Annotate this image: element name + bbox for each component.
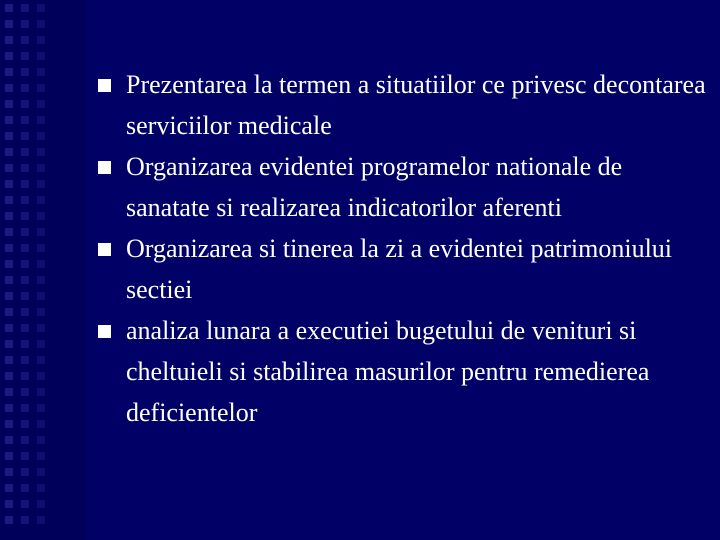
decorative-square [5,372,13,380]
decorative-square [5,436,13,444]
bullet-text: Organizarea si tinerea la zi a evidentei patrimoniului sectiei [126,234,673,304]
decorative-square [21,244,29,252]
decorative-square [5,292,13,300]
slide-content [88,64,708,433]
decorative-square [21,468,29,476]
decorative-square [21,404,29,412]
decorative-square [37,500,45,508]
decorative-square [21,164,29,172]
decorative-square [5,404,13,412]
decorative-square [5,116,13,124]
decorative-square [37,484,45,492]
decorative-square [21,36,29,44]
bullet-list [88,64,708,433]
square-bullet-icon [98,161,111,174]
decorative-square [5,356,13,364]
decorative-square [37,84,45,92]
decorative-square [5,420,13,428]
decorative-square [21,212,29,220]
decorative-square [21,356,29,364]
decorative-square-column [5,4,13,532]
decorative-square [37,132,45,140]
decorative-square [5,500,13,508]
decorative-square [37,36,45,44]
decorative-square [5,340,13,348]
decorative-square [37,420,45,428]
bullet-text: analiza lunara a executiei bugetului de venituri si cheltuieli si stabilirea masurilor pentru remedierea deficientelor [126,316,650,427]
decorative-square [5,516,13,524]
decorative-square [5,484,13,492]
decorative-square [21,116,29,124]
decorative-square [21,452,29,460]
decorative-square [5,84,13,92]
decorative-square [21,260,29,268]
decorative-square [37,260,45,268]
decorative-square [5,388,13,396]
decorative-square [37,308,45,316]
decorative-square [21,484,29,492]
decorative-square [21,436,29,444]
bullet-item [88,228,708,310]
decorative-square [37,516,45,524]
decorative-square [37,180,45,188]
decorative-square [21,132,29,140]
decorative-square [5,244,13,252]
bullet-text: Organizarea evidentei programelor nationale de sanatate si realizarea indicatorilor aferenti [126,152,623,222]
decorative-square [21,372,29,380]
decorative-square [21,4,29,12]
decorative-square [21,500,29,508]
decorative-square [21,324,29,332]
decorative-square [37,340,45,348]
decorative-square [37,4,45,12]
decorative-square [37,388,45,396]
decorative-side-band [0,0,86,540]
decorative-square [37,452,45,460]
decorative-square [5,164,13,172]
decorative-square [21,228,29,236]
decorative-square [21,148,29,156]
decorative-square [37,164,45,172]
decorative-square [37,244,45,252]
decorative-square [21,340,29,348]
decorative-square [5,180,13,188]
decorative-square [21,196,29,204]
decorative-square [5,212,13,220]
decorative-square [37,324,45,332]
bullet-item [88,310,708,433]
decorative-square [37,356,45,364]
decorative-square [5,20,13,28]
decorative-square [5,196,13,204]
decorative-square [21,292,29,300]
decorative-square [37,372,45,380]
decorative-square [37,68,45,76]
square-bullet-icon [98,243,111,256]
decorative-square [5,228,13,236]
decorative-square [21,84,29,92]
decorative-square [5,36,13,44]
decorative-square [21,100,29,108]
decorative-square [21,516,29,524]
decorative-square [5,100,13,108]
decorative-square [21,20,29,28]
decorative-square-column [21,4,29,532]
bullet-item [88,64,708,146]
decorative-square-column [37,4,45,532]
decorative-square [21,388,29,396]
square-bullet-icon [98,325,111,338]
decorative-square [5,260,13,268]
decorative-square [5,148,13,156]
decorative-square [37,292,45,300]
decorative-square [37,100,45,108]
decorative-square [21,308,29,316]
decorative-square [37,148,45,156]
decorative-square [5,468,13,476]
decorative-square [37,212,45,220]
decorative-square [21,68,29,76]
decorative-square [5,4,13,12]
decorative-square [37,276,45,284]
decorative-square [37,116,45,124]
decorative-square [5,308,13,316]
decorative-square [37,436,45,444]
decorative-square [5,276,13,284]
decorative-square [5,324,13,332]
decorative-square [37,468,45,476]
square-bullet-icon [98,79,111,92]
decorative-square [5,52,13,60]
decorative-square [37,228,45,236]
decorative-square [37,52,45,60]
decorative-square [37,196,45,204]
decorative-square [5,132,13,140]
decorative-square [21,276,29,284]
bullet-text: Prezentarea la termen a situatiilor ce privesc decontarea serviciilor medicale [126,70,706,140]
decorative-square [5,452,13,460]
bullet-item [88,146,708,228]
decorative-square [5,68,13,76]
decorative-square [21,180,29,188]
decorative-square [21,420,29,428]
decorative-square [37,20,45,28]
decorative-square [21,52,29,60]
decorative-square [37,404,45,412]
